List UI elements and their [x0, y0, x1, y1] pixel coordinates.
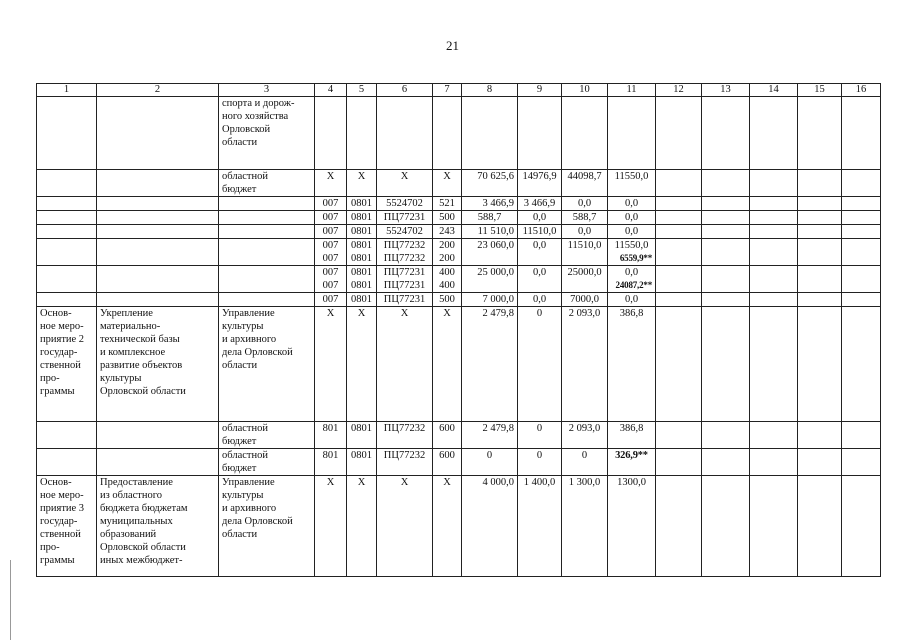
executor-cell: Управление культуры и архивного дела Орловской области	[219, 476, 315, 577]
rzpr-cell: 0801	[347, 225, 377, 239]
value-cell: 0,0	[608, 211, 656, 225]
csr-cell: ПЦ77231	[377, 211, 433, 225]
value-cell: 1300,0	[608, 476, 656, 577]
header-row	[37, 84, 881, 97]
vr-cell: 500	[433, 211, 462, 225]
vr-cell: 600	[433, 422, 462, 449]
value-cell: 2 479,8	[462, 422, 518, 449]
value-cell: 0,0	[608, 197, 656, 211]
value-cell: 23 060,0	[462, 239, 518, 266]
grbs-cell: 007 007	[315, 239, 347, 266]
rzpr-cell: X	[347, 307, 377, 422]
vr-cell: 500	[433, 293, 462, 307]
header-cell: 10	[562, 84, 608, 97]
header-cell: 3	[219, 84, 315, 97]
csr-cell: X	[377, 307, 433, 422]
value-cell: 0	[518, 422, 562, 449]
vr-cell: X	[433, 307, 462, 422]
value-cell: 0,0	[518, 293, 562, 307]
value-cell: 1 400,0	[518, 476, 562, 577]
value-cell: 0	[562, 449, 608, 476]
activity-name-cell: Основ- ное меро- приятие 2 государ- ственной про- граммы	[37, 307, 97, 422]
table-row	[37, 170, 881, 197]
vr-cell: 200 200	[433, 239, 462, 266]
value-cell: 0,0	[518, 239, 562, 266]
header-cell: 12	[656, 84, 702, 97]
page-number: 21	[446, 38, 459, 53]
value-cell: 2 093,0	[562, 422, 608, 449]
vr-cell: 600	[433, 449, 462, 476]
value-cell: 0	[518, 449, 562, 476]
executor-cell: Управление культуры и архивного дела Орловской области	[219, 307, 315, 422]
value-cell: 0,0	[562, 225, 608, 239]
value-cell: 0	[462, 449, 518, 476]
header-cell: 14	[750, 84, 798, 97]
grbs-cell: 007	[315, 197, 347, 211]
grbs-cell: X	[315, 170, 347, 197]
grbs-cell: 801	[315, 449, 347, 476]
table-row	[37, 422, 881, 449]
value-cell: 588,7	[462, 211, 518, 225]
grbs-cell: 007	[315, 211, 347, 225]
header-cell: 4	[315, 84, 347, 97]
value-cell: 0,0	[562, 197, 608, 211]
value-cell: 2 479,8	[462, 307, 518, 422]
header-cell: 16	[842, 84, 881, 97]
table-row	[37, 197, 881, 211]
grbs-cell: 007	[315, 225, 347, 239]
value-cell: 0	[518, 307, 562, 422]
header-cell: 9	[518, 84, 562, 97]
header-cell: 6	[377, 84, 433, 97]
executor-cell: спорта и дорож- ного хозяйства Орловской области	[219, 97, 315, 170]
value-cell: 2 093,0	[562, 307, 608, 422]
header-cell: 5	[347, 84, 377, 97]
table-row	[37, 293, 881, 307]
header-cell: 15	[798, 84, 842, 97]
value-cell: 44098,7	[562, 170, 608, 197]
value-cell: 0,0 24087,2**	[608, 266, 656, 293]
value-cell: 25 000,0	[462, 266, 518, 293]
value-cell: 11510,0	[562, 239, 608, 266]
grbs-cell: 007	[315, 293, 347, 307]
budget-table	[36, 83, 881, 577]
value-cell: 11550,0	[608, 170, 656, 197]
value-cell: 11550,0 6559,9**	[608, 239, 656, 266]
table-row	[37, 97, 881, 170]
csr-cell: X	[377, 476, 433, 577]
value-cell: 0,0	[608, 225, 656, 239]
value-cell: 3 466,9	[462, 197, 518, 211]
header-cell: 11	[608, 84, 656, 97]
value-cell: 386,8	[608, 307, 656, 422]
rzpr-cell: X	[347, 170, 377, 197]
rzpr-cell: 0801	[347, 211, 377, 225]
csr-cell: X	[377, 170, 433, 197]
value-cell: 326,9**	[608, 449, 656, 476]
value-cell: 0,0	[518, 266, 562, 293]
grbs-cell: 801	[315, 422, 347, 449]
value-cell: 14976,9	[518, 170, 562, 197]
table-row	[37, 239, 881, 266]
vr-cell: X	[433, 476, 462, 577]
vr-cell: 243	[433, 225, 462, 239]
executor-cell: областной бюджет	[219, 422, 315, 449]
value-cell: 11 510,0	[462, 225, 518, 239]
value-cell: 7000,0	[562, 293, 608, 307]
grbs-cell: X	[315, 476, 347, 577]
rzpr-cell: 0801	[347, 293, 377, 307]
rzpr-cell: 0801	[347, 197, 377, 211]
header-cell: 2	[97, 84, 219, 97]
rzpr-cell: X	[347, 476, 377, 577]
csr-cell: ПЦ77232	[377, 449, 433, 476]
vr-cell: 400 400	[433, 266, 462, 293]
grbs-cell: 007 007	[315, 266, 347, 293]
csr-cell: 5524702	[377, 225, 433, 239]
csr-cell: ПЦ77231	[377, 293, 433, 307]
value-cell: 0,0	[518, 211, 562, 225]
rzpr-cell: 0801	[347, 449, 377, 476]
table-row	[37, 476, 881, 577]
value-cell: 588,7	[562, 211, 608, 225]
activity-name-cell: Основ- ное меро- приятие 3 государ- ственной про- граммы	[37, 476, 97, 577]
csr-cell: ПЦ77231 ПЦ77231	[377, 266, 433, 293]
activity-description-cell: Укрепление материально- технической базы и комплексное развитие объектов культуры Орловской области	[97, 307, 219, 422]
value-cell: 70 625,6	[462, 170, 518, 197]
activity-description-cell: Предоставление из областного бюджета бюджетам муниципальных образований Орловской области иных межбюджет-	[97, 476, 219, 577]
value-cell: 11510,0	[518, 225, 562, 239]
header-cell: 13	[702, 84, 750, 97]
value-cell: 386,8	[608, 422, 656, 449]
csr-cell: 5524702	[377, 197, 433, 211]
page-edge-line	[10, 560, 11, 640]
value-cell: 0,0	[608, 293, 656, 307]
value-cell: 4 000,0	[462, 476, 518, 577]
table-row	[37, 211, 881, 225]
header-cell: 1	[37, 84, 97, 97]
table-row	[37, 307, 881, 422]
rzpr-cell: 0801 0801	[347, 239, 377, 266]
header-cell: 7	[433, 84, 462, 97]
vr-cell: 521	[433, 197, 462, 211]
rzpr-cell: 0801 0801	[347, 266, 377, 293]
vr-cell: X	[433, 170, 462, 197]
csr-cell: ПЦ77232 ПЦ77232	[377, 239, 433, 266]
rzpr-cell: 0801	[347, 422, 377, 449]
table-row	[37, 266, 881, 293]
header-cell: 8	[462, 84, 518, 97]
grbs-cell: X	[315, 307, 347, 422]
csr-cell: ПЦ77232	[377, 422, 433, 449]
value-cell: 7 000,0	[462, 293, 518, 307]
executor-cell: областной бюджет	[219, 449, 315, 476]
table-row	[37, 449, 881, 476]
value-cell: 1 300,0	[562, 476, 608, 577]
value-cell: 3 466,9	[518, 197, 562, 211]
table-row	[37, 225, 881, 239]
executor-cell: областной бюджет	[219, 170, 315, 197]
value-cell: 25000,0	[562, 266, 608, 293]
